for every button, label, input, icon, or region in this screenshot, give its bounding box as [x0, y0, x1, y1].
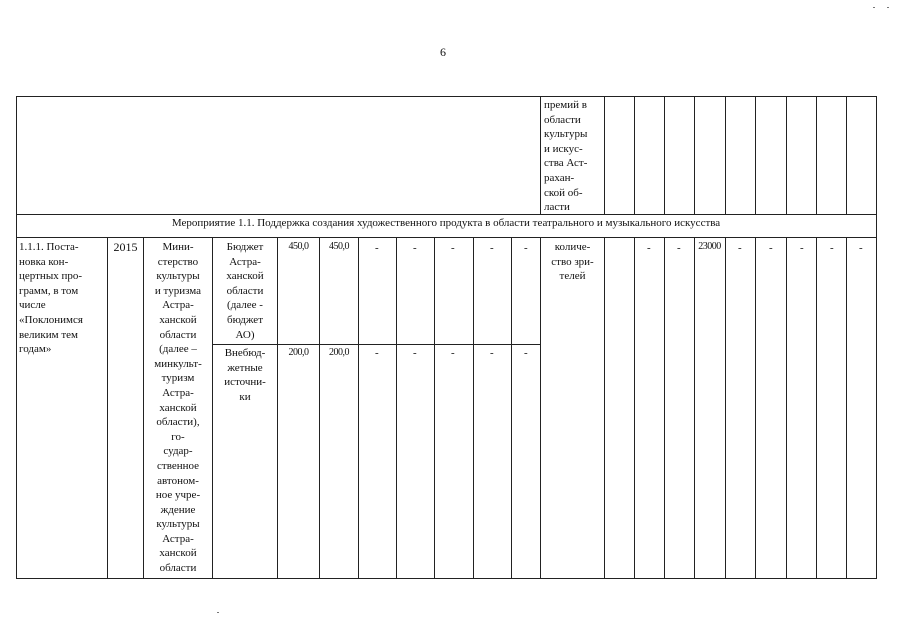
table-line	[694, 96, 695, 215]
scan-speck	[217, 612, 219, 613]
scan-speck	[887, 7, 889, 8]
empty-value: -	[769, 242, 773, 254]
budget-total: 450,0	[288, 241, 309, 252]
empty-value: -	[451, 242, 455, 254]
extrabudget-year: 200,0	[329, 347, 349, 358]
executor-cell: Мини- стерство культуры и туризма Астра- ханской области (далее – минкульт- туризм Астра- ханской области), го- судар- ственное автоном- ное учре- ждение культуры Астра- ханской области	[154, 241, 202, 575]
table-line	[786, 237, 787, 579]
table-line	[604, 237, 605, 579]
empty-value: -	[490, 347, 494, 359]
extrabudget-total: 200,0	[288, 347, 309, 358]
source-extrabudgetary: Внебюд- жетные источни- ки	[224, 347, 266, 403]
empty-value: -	[451, 347, 455, 359]
table-line	[846, 237, 847, 579]
top-indicator-text: премий в области культуры и искус- ства Аст- рахан- ской об- ласти	[544, 99, 588, 214]
table-line	[725, 96, 726, 215]
table-line	[664, 96, 665, 215]
page-number: 6	[440, 45, 446, 59]
empty-value: -	[490, 242, 494, 254]
table-line	[473, 237, 474, 579]
empty-value: -	[524, 242, 528, 254]
empty-value: -	[375, 242, 379, 254]
table-line	[16, 96, 876, 97]
activity-name: 1.1.1. Поста- новка кон- цертных про- грамм, в том числе «Поклонимся великим тем годам»	[19, 241, 83, 356]
scan-speck	[873, 7, 875, 8]
empty-value: -	[647, 242, 651, 254]
table-line	[212, 344, 540, 345]
table-line	[277, 237, 278, 579]
indicator-value: 23000	[698, 241, 721, 252]
table-line	[604, 96, 605, 215]
empty-value: -	[859, 242, 863, 254]
table-line	[786, 96, 787, 215]
table-line	[16, 96, 17, 579]
empty-value: -	[738, 242, 742, 254]
empty-value: -	[677, 242, 681, 254]
table-line	[664, 237, 665, 579]
year-cell: 2015	[113, 240, 138, 254]
table-line	[846, 96, 847, 215]
source-regional-budget: Бюджет Астра- ханской области (далее - бюджет АО)	[226, 241, 264, 341]
table-line	[16, 578, 876, 579]
table-line	[16, 237, 876, 238]
measure-title: Мероприятие 1.1. Поддержка создания художественного продукта в области театрального и музыкального искусства	[171, 217, 721, 229]
table-line	[634, 237, 635, 579]
table-line	[434, 237, 435, 579]
empty-value: -	[524, 347, 528, 359]
table-line	[816, 237, 817, 579]
empty-value: -	[830, 242, 834, 254]
budget-year: 450,0	[329, 241, 349, 252]
table-line	[876, 96, 877, 579]
table-line	[540, 96, 541, 215]
empty-value: -	[413, 242, 417, 254]
table-line	[755, 96, 756, 215]
indicator-name: количе- ство зри- телей	[551, 241, 594, 283]
empty-value: -	[375, 347, 379, 359]
table-line	[816, 96, 817, 215]
table-line	[16, 214, 876, 215]
table-line	[694, 237, 695, 579]
table-line	[725, 237, 726, 579]
table-line	[107, 237, 108, 579]
table-line	[634, 96, 635, 215]
table-line	[396, 237, 397, 579]
table-line	[319, 237, 320, 579]
table-line	[755, 237, 756, 579]
table-line	[540, 237, 541, 579]
table-line	[358, 237, 359, 579]
empty-value: -	[413, 347, 417, 359]
empty-value: -	[800, 242, 804, 254]
table-line	[511, 237, 512, 579]
